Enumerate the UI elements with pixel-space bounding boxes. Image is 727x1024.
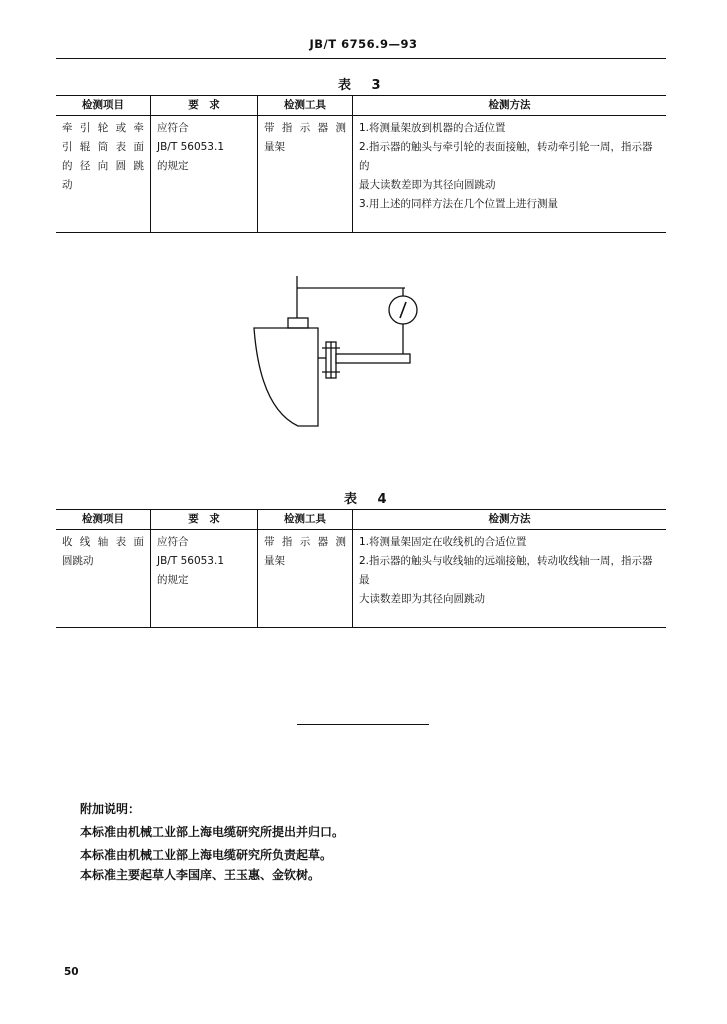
table3-item-line: 引辊筒表面 [62, 141, 144, 153]
table3-header-tool: 检测工具 [258, 96, 353, 116]
table3-requirement-line: 的规定 [157, 160, 189, 172]
table3-header-row [56, 96, 666, 116]
table3 [56, 95, 666, 233]
table4-header-item: 检测项目 [56, 510, 151, 530]
table4-item-line: 圆跳动 [62, 555, 94, 567]
notes-line: 本标准由机械工业部上海电缆研究所负责起草。 [80, 848, 333, 862]
table4 [56, 509, 666, 628]
table3-header-method: 检测方法 [353, 96, 667, 116]
table3-method-step: 1.将测量架放到机器的合适位置 [359, 122, 506, 134]
table3-method-step: 2.指示器的触头与牵引轮的表面接触，转动牵引轮一周，指示器的 [359, 141, 653, 172]
table4-method-cell [353, 530, 667, 628]
table3-tool-line: 带指示器测 [264, 122, 346, 134]
header-rule [56, 58, 666, 59]
table3-item-line: 牵引轮或牵 [62, 122, 144, 134]
table4-requirement-line: 的规定 [157, 574, 189, 586]
table3-item-line: 的径向圆跳 [62, 160, 144, 172]
table3-requirement-cell [151, 116, 258, 233]
machine-body [254, 328, 318, 426]
table4-header-row [56, 510, 666, 530]
table3-item-line: 动 [62, 179, 73, 191]
stand-base [288, 318, 308, 328]
table3-tool-cell [258, 116, 353, 233]
table4-requirement-line: JB/T 56053.1 [157, 555, 225, 567]
table4-requirement-cell [151, 530, 258, 628]
table4-item-line: 收线轴表面 [62, 536, 144, 548]
table4-tool-line: 量架 [264, 555, 285, 567]
table3-row [56, 116, 666, 233]
table3-method-cell [353, 116, 667, 233]
measurement-diagram [240, 268, 420, 428]
table3-method-step: 最大读数差即为其径向圆跳动 [359, 179, 496, 191]
table4-item-cell [56, 530, 151, 628]
table4-method-step: 大读数差即为其径向圆跳动 [359, 593, 485, 605]
table3-header-requirement: 要 求 [151, 96, 258, 116]
table4-tool-cell [258, 530, 353, 628]
table4-header-method: 检测方法 [353, 510, 667, 530]
table3-method-step: 3.用上述的同样方法在几个位置上进行测量 [359, 198, 559, 210]
end-separator [297, 724, 429, 725]
table3-item-cell [56, 116, 151, 233]
table3-tool-line: 量架 [264, 141, 285, 153]
standard-number: JB/T 6756.9—93 [309, 37, 418, 51]
table4-header-requirement: 要 求 [151, 510, 258, 530]
notes-title: 附加说明： [80, 802, 141, 816]
table3-caption: 表 3 [338, 78, 389, 93]
table3-requirement-line: 应符合 [157, 122, 189, 134]
table3-header-item: 检测项目 [56, 96, 151, 116]
notes-line: 本标准由机械工业部上海电缆研究所提出并归口。 [80, 825, 345, 839]
table4-tool-line: 带指示器测 [264, 536, 346, 548]
table4-method-step: 1.将测量架固定在收线机的合适位置 [359, 536, 527, 548]
table4-header-tool: 检测工具 [258, 510, 353, 530]
notes-line: 本标准主要起草人李国庠、王玉惠、金钦树。 [80, 868, 321, 882]
page-number: 50 [64, 966, 79, 978]
table4-method-step: 2.指示器的触头与收线轴的远端接触，转动收线轴一周，指示器最 [359, 555, 653, 586]
table4-caption: 表 4 [344, 492, 395, 507]
table3-requirement-line: JB/T 56053.1 [157, 141, 225, 153]
table4-requirement-line: 应符合 [157, 536, 189, 548]
shaft [336, 354, 410, 363]
table4-row [56, 530, 666, 628]
